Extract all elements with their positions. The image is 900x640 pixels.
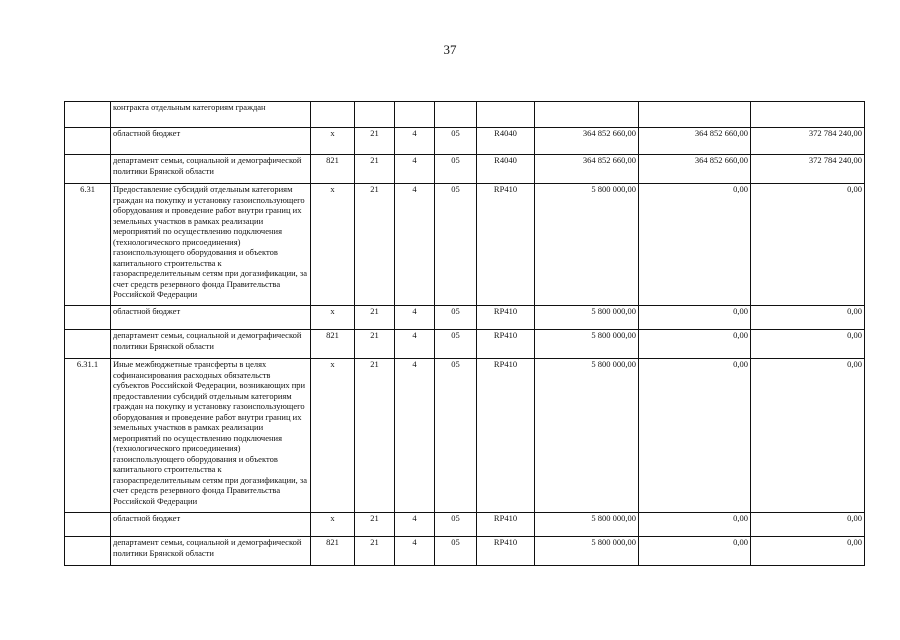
admin-code-cell: х [311, 128, 355, 155]
row-code-cell [65, 537, 111, 566]
table-row [65, 330, 865, 359]
table-row [65, 128, 865, 155]
subprogram-code-cell: 4 [395, 128, 435, 155]
amount-year1-cell: 5 800 000,00 [535, 184, 639, 306]
section-code-cell [435, 102, 477, 128]
table-row [65, 359, 865, 513]
amount-year1-cell [535, 102, 639, 128]
direction-code-cell: RP410 [477, 359, 535, 513]
row-name-cell: департамент семьи, социальной и демографической политики Брянской области [111, 155, 311, 184]
program-code-cell: 21 [355, 330, 395, 359]
amount-year1-cell: 364 852 660,00 [535, 128, 639, 155]
admin-code-cell: х [311, 184, 355, 306]
amount-year3-cell: 0,00 [751, 330, 865, 359]
amount-year1-cell: 5 800 000,00 [535, 513, 639, 537]
amount-year3-cell: 0,00 [751, 306, 865, 330]
table-row [65, 537, 865, 566]
table-row [65, 306, 865, 330]
subprogram-code-cell: 4 [395, 537, 435, 566]
amount-year2-cell: 364 852 660,00 [639, 155, 751, 184]
amount-year2-cell: 0,00 [639, 330, 751, 359]
program-code-cell: 21 [355, 513, 395, 537]
section-code-cell: 05 [435, 306, 477, 330]
admin-code-cell: 821 [311, 537, 355, 566]
amount-year3-cell: 0,00 [751, 359, 865, 513]
direction-code-cell [477, 102, 535, 128]
amount-year1-cell: 5 800 000,00 [535, 330, 639, 359]
table-row [65, 513, 865, 537]
subprogram-code-cell: 4 [395, 513, 435, 537]
row-code-cell [65, 128, 111, 155]
amount-year2-cell: 0,00 [639, 513, 751, 537]
admin-code-cell: х [311, 359, 355, 513]
direction-code-cell: RP410 [477, 513, 535, 537]
subprogram-code-cell: 4 [395, 359, 435, 513]
row-code-cell [65, 102, 111, 128]
amount-year2-cell: 0,00 [639, 359, 751, 513]
section-code-cell: 05 [435, 184, 477, 306]
budget-table [64, 101, 865, 566]
direction-code-cell: RP410 [477, 537, 535, 566]
direction-code-cell: R4040 [477, 155, 535, 184]
subprogram-code-cell: 4 [395, 330, 435, 359]
amount-year2-cell: 0,00 [639, 306, 751, 330]
amount-year3-cell: 372 784 240,00 [751, 155, 865, 184]
admin-code-cell: 821 [311, 155, 355, 184]
row-name-cell: Иные межбюджетные трансферты в целях софинансирования расходных обязательств субъектов Российской Федерации, возникающих при предоставлении субсидий отдельным категориям граждан на покупку и установку газоиспользующего оборудования и проведение работ внутри границ их земельных участков в рамках реализации мероприятий по осуществлению подключения (технологического присоединения) газоиспользующего оборудования и объектов капитального строительства к газораспределительным сетям при догазификации, за счет средств резервного фонда Правительства Российской Федерации [111, 359, 311, 513]
amount-year1-cell: 5 800 000,00 [535, 537, 639, 566]
program-code-cell: 21 [355, 155, 395, 184]
row-name-cell: областной бюджет [111, 513, 311, 537]
program-code-cell: 21 [355, 306, 395, 330]
amount-year3-cell [751, 102, 865, 128]
program-code-cell: 21 [355, 359, 395, 513]
amount-year2-cell: 0,00 [639, 184, 751, 306]
subprogram-code-cell: 4 [395, 155, 435, 184]
amount-year3-cell: 372 784 240,00 [751, 128, 865, 155]
subprogram-code-cell [395, 102, 435, 128]
amount-year3-cell: 0,00 [751, 513, 865, 537]
section-code-cell: 05 [435, 513, 477, 537]
row-code-cell: 6.31.1 [65, 359, 111, 513]
row-name-cell: департамент семьи, социальной и демографической политики Брянской области [111, 537, 311, 566]
row-code-cell: 6.31 [65, 184, 111, 306]
admin-code-cell [311, 102, 355, 128]
amount-year1-cell: 5 800 000,00 [535, 359, 639, 513]
program-code-cell [355, 102, 395, 128]
amount-year1-cell: 5 800 000,00 [535, 306, 639, 330]
amount-year1-cell: 364 852 660,00 [535, 155, 639, 184]
amount-year3-cell: 0,00 [751, 537, 865, 566]
section-code-cell: 05 [435, 537, 477, 566]
row-code-cell [65, 306, 111, 330]
table-row [65, 184, 865, 306]
row-name-cell: областной бюджет [111, 306, 311, 330]
direction-code-cell: RP410 [477, 184, 535, 306]
section-code-cell: 05 [435, 330, 477, 359]
budget-table-body [65, 102, 865, 566]
direction-code-cell: RP410 [477, 330, 535, 359]
table-row [65, 155, 865, 184]
row-name-cell: Предоставление субсидий отдельным категориям граждан на покупку и установку газоиспользующего оборудования и проведение работ внутри границ их земельных участков в рамках реализации мероприятий по осуществлению подключения (технологического присоединения) газоиспользующего оборудования и объектов капитального строительства к газораспределительным сетям при догазификации, за счет средств резервного фонда Правительства Российской Федерации [111, 184, 311, 306]
subprogram-code-cell: 4 [395, 306, 435, 330]
admin-code-cell: х [311, 513, 355, 537]
direction-code-cell: RP410 [477, 306, 535, 330]
section-code-cell: 05 [435, 155, 477, 184]
direction-code-cell: R4040 [477, 128, 535, 155]
row-name-cell: департамент семьи, социальной и демографической политики Брянской области [111, 330, 311, 359]
program-code-cell: 21 [355, 537, 395, 566]
row-name-cell: контракта отдельным категориям граждан [111, 102, 311, 128]
row-code-cell [65, 330, 111, 359]
amount-year3-cell: 0,00 [751, 184, 865, 306]
page-number: 37 [443, 42, 457, 57]
program-code-cell: 21 [355, 184, 395, 306]
section-code-cell: 05 [435, 359, 477, 513]
admin-code-cell: 821 [311, 330, 355, 359]
amount-year2-cell [639, 102, 751, 128]
row-code-cell [65, 155, 111, 184]
admin-code-cell: х [311, 306, 355, 330]
subprogram-code-cell: 4 [395, 184, 435, 306]
row-name-cell: областной бюджет [111, 128, 311, 155]
amount-year2-cell: 0,00 [639, 537, 751, 566]
table-row [65, 102, 865, 128]
program-code-cell: 21 [355, 128, 395, 155]
row-code-cell [65, 513, 111, 537]
amount-year2-cell: 364 852 660,00 [639, 128, 751, 155]
section-code-cell: 05 [435, 128, 477, 155]
